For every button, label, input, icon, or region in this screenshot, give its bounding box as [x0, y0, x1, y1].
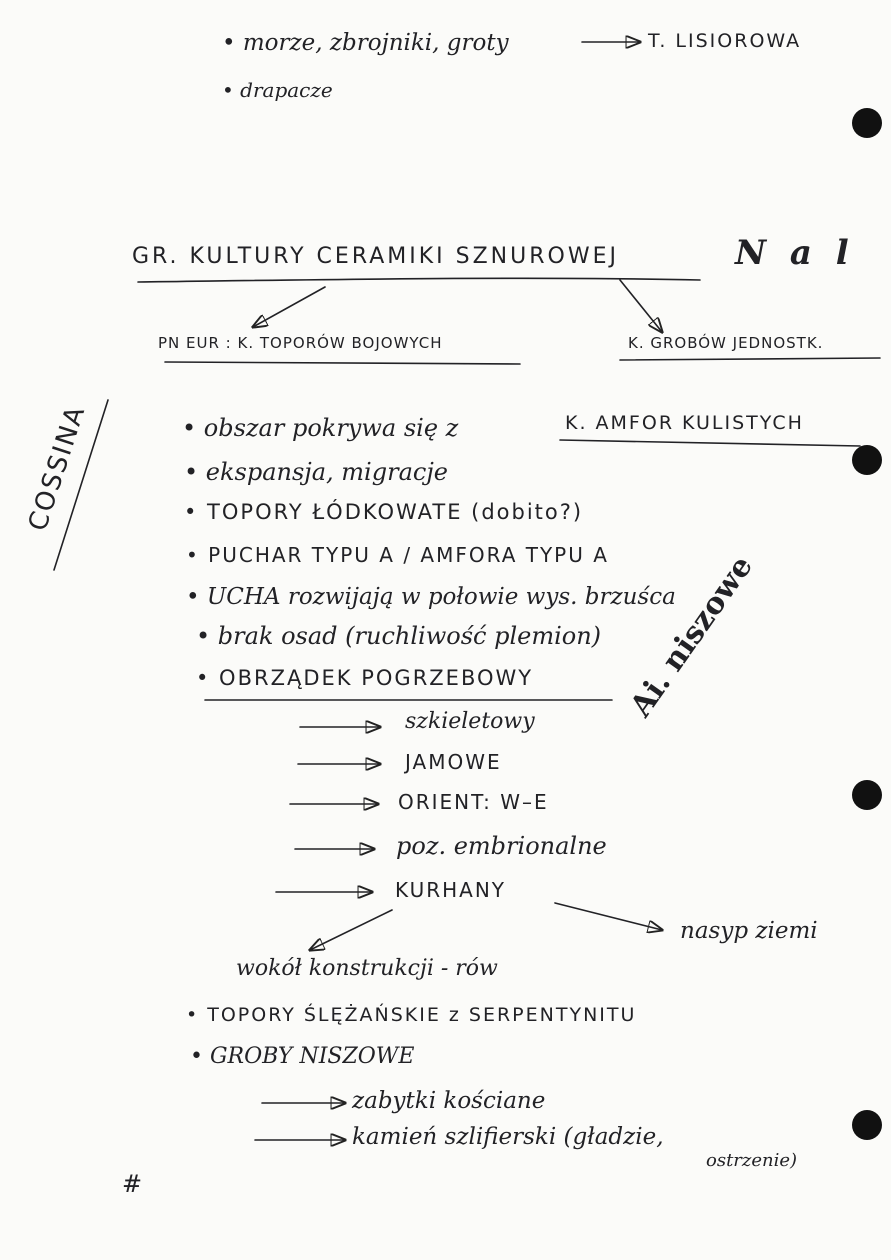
- title-note: N a l: [735, 233, 855, 273]
- bullet-2: • ekspansja, migracje: [184, 458, 448, 486]
- branch-left: PN EUR : K. TOPORÓW BOJOWYCH: [158, 334, 443, 352]
- arrow-item-1: szkieletowy: [405, 709, 535, 734]
- arrow-item-5: KURHANY: [395, 878, 507, 902]
- line-2: • drapacze: [222, 78, 333, 102]
- arrow-item-4: poz. embrionalne: [396, 832, 607, 860]
- line-1-arrow-target: T. LISIOROWA: [648, 30, 802, 52]
- bullet-4: • PUCHAR TYPU A / AMFORA TYPU A: [186, 543, 609, 567]
- margin-note: COSSINA: [22, 401, 92, 535]
- footer-mark: #: [122, 1170, 143, 1198]
- sub-item-1: zabytki kościane: [352, 1088, 546, 1114]
- arrow-item-3: ORIENT: W–E: [398, 790, 549, 814]
- sub-item-2b: ostrzenie): [706, 1150, 798, 1171]
- kurhany-note-right: nasyp ziemi: [680, 918, 818, 944]
- bullet-1b: K. AMFOR KULISTYCH: [565, 412, 804, 434]
- kurhany-note-left: wokół konstrukcji - rów: [236, 956, 498, 981]
- arrow-item-2: JAMOWE: [405, 750, 502, 774]
- branch-right: K. GROBÓW JEDNOSTK.: [628, 334, 824, 352]
- line-1: • morze, zbrojniki, groty: [222, 30, 509, 56]
- bullet-7: • OBRZĄDEK POGRZEBOWY: [196, 666, 534, 690]
- bullet-1a: • obszar pokrywa się z: [182, 414, 459, 442]
- bullet-6: • brak osad (ruchliwość plemion): [196, 622, 602, 650]
- section-title: GR. KULTURY CERAMIKI SZNUROWEJ: [132, 244, 619, 269]
- margin-stamp: Ai. niszowe: [623, 549, 760, 724]
- bullet-8: • TOPORY ŚLĘŻAŃSKIE z SERPENTYNITU: [186, 1004, 637, 1026]
- bullet-9: • GROBY NISZOWE: [190, 1044, 415, 1069]
- sub-item-2: kamień szlifierski (gładzie,: [352, 1124, 664, 1150]
- bullet-5: • UCHA rozwijają w połowie wys. brzuśca: [186, 584, 676, 610]
- bullet-3: • TOPORY ŁÓDKOWATE (dobito?): [184, 500, 584, 524]
